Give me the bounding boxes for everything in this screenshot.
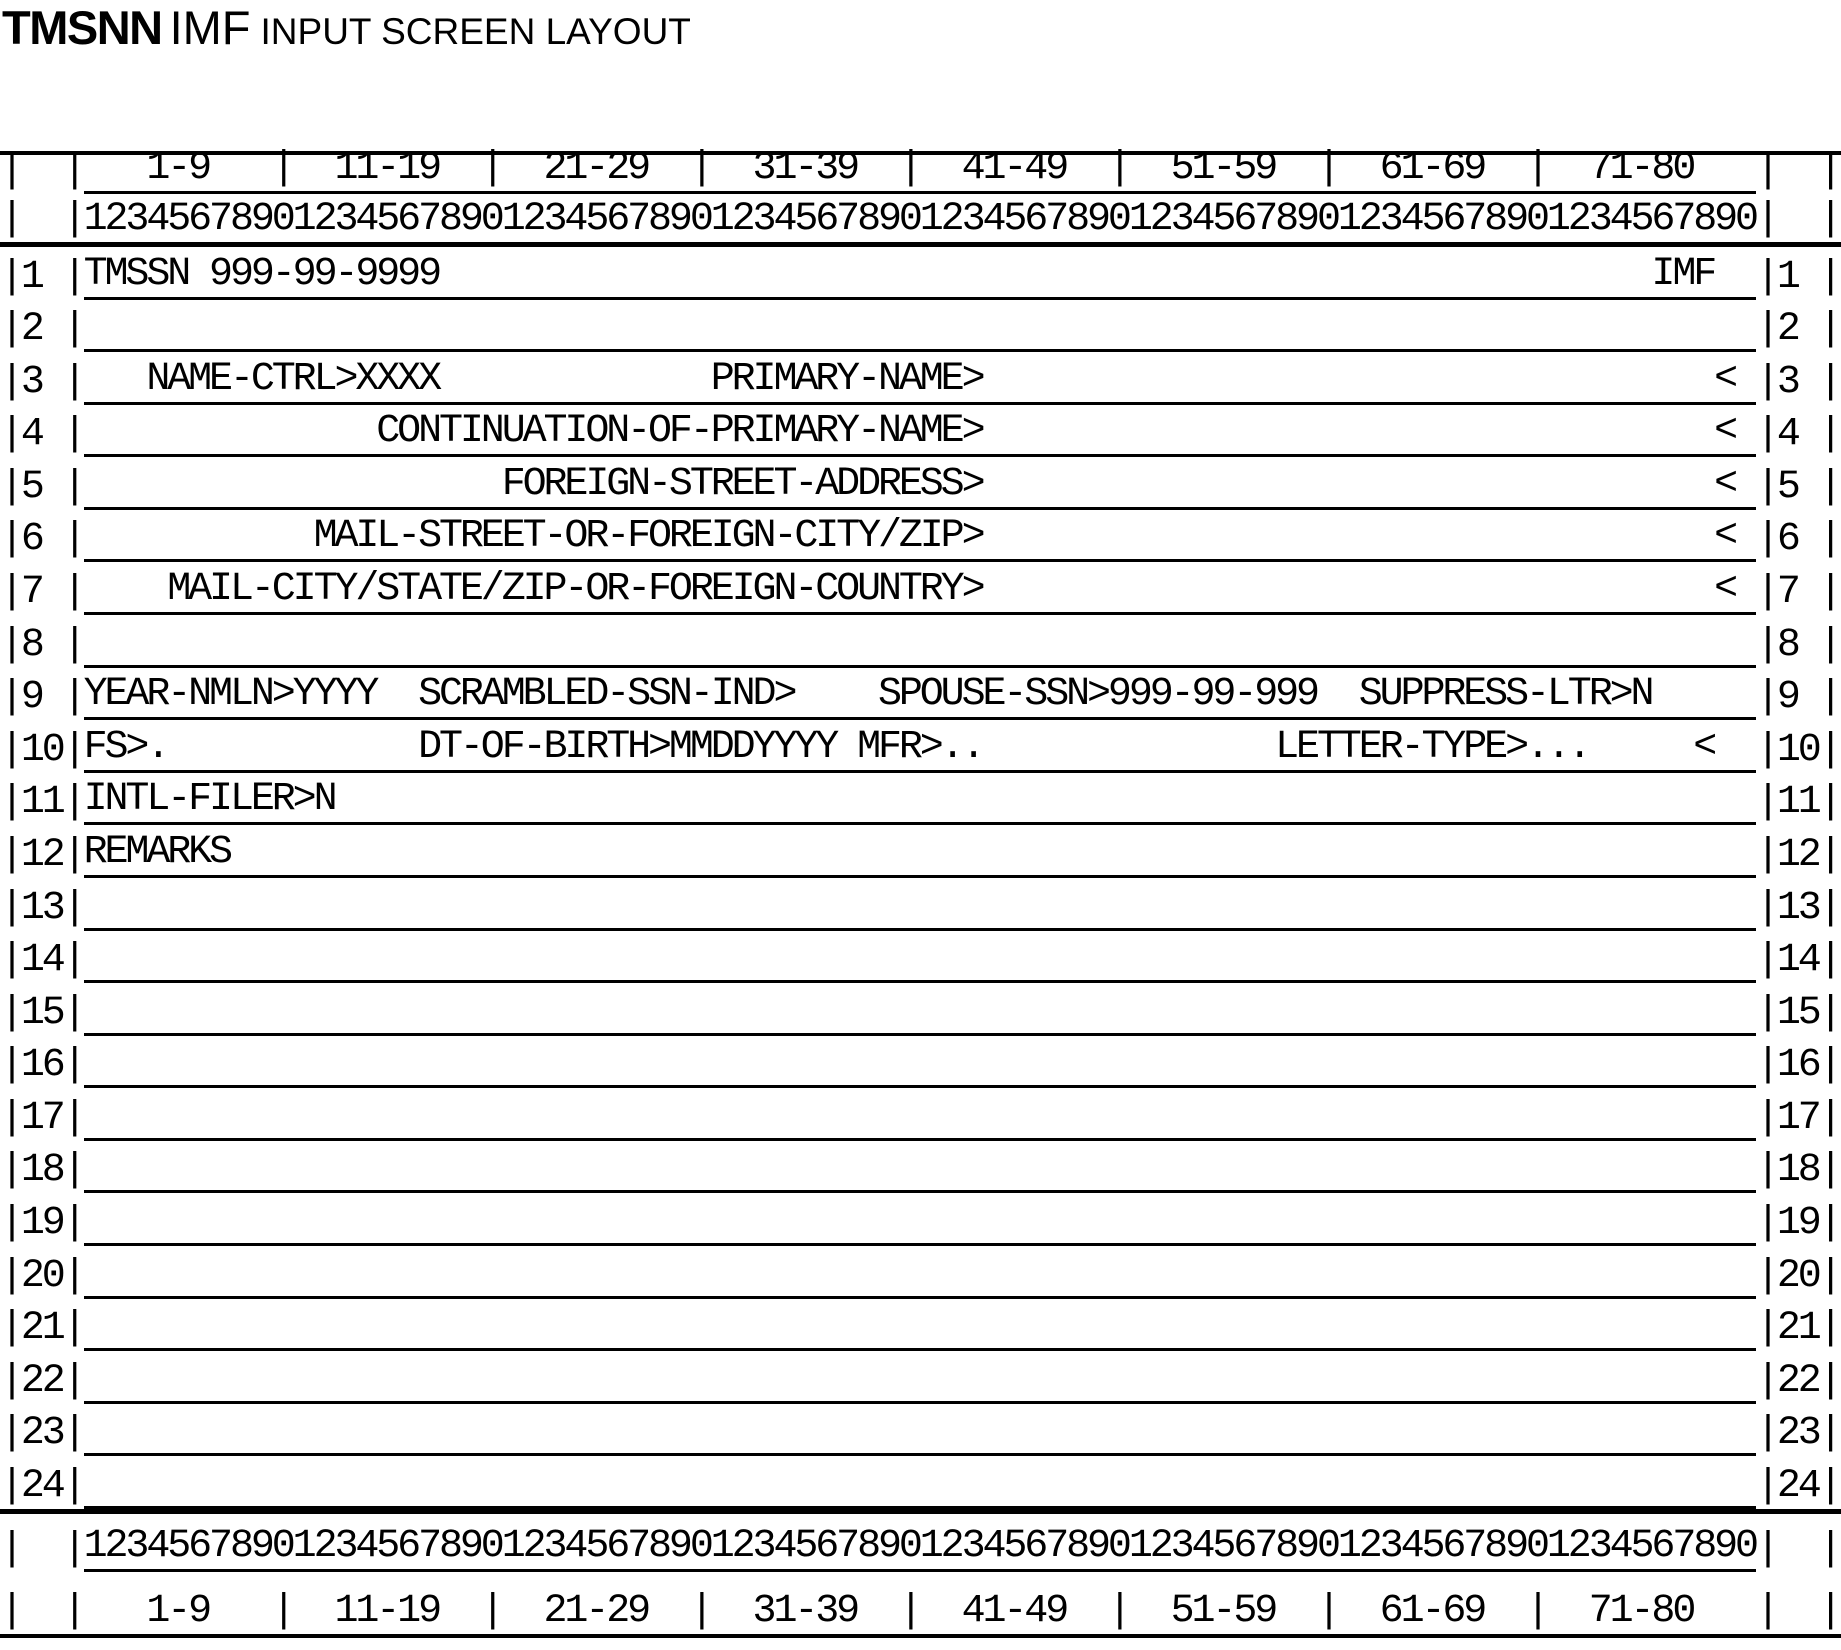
row-number-right: |18| xyxy=(1755,1148,1840,1194)
screen-row-14 xyxy=(0,931,1841,984)
screen-row-field xyxy=(84,936,1756,983)
row-number-left: |6 | xyxy=(0,517,84,563)
title-product: TMSNN xyxy=(2,1,162,54)
screen-row-field: MAIL-CITY/STATE/ZIP-OR-FOREIGN-COUNTRY> < xyxy=(84,568,1756,615)
row-number-right: |2 | xyxy=(1755,307,1840,353)
row-number-right: |9 | xyxy=(1755,675,1840,721)
column-ranges-footer xyxy=(0,1572,1841,1634)
column-ruler-bottom xyxy=(0,1514,1841,1572)
screen-row-field xyxy=(84,305,1756,352)
row-number-right: |16| xyxy=(1755,1043,1840,1089)
grid-bottom-border xyxy=(0,1634,1841,1638)
row-number-left: | | xyxy=(0,1526,84,1572)
screen-row-field xyxy=(84,1146,1756,1193)
row-number-left: |2 | xyxy=(0,307,84,353)
column-ruler-digits: 12345678901234567890123456789012345678901234567890123456789012345678901234567890 xyxy=(83,197,1756,242)
page-title xyxy=(2,0,691,55)
row-number-left: |12| xyxy=(0,832,84,878)
row-number-right: |1 | xyxy=(1755,254,1840,300)
title-subtitle: INPUT SCREEN LAYOUT xyxy=(260,11,691,52)
row-number-right: |7 | xyxy=(1755,570,1840,616)
screen-row-field xyxy=(84,1304,1756,1351)
row-number-right: |4 | xyxy=(1755,412,1840,458)
row-number-right: |12| xyxy=(1755,832,1840,878)
row-number-left: |13| xyxy=(0,885,84,931)
column-ruler-digits: 12345678901234567890123456789012345678901234567890123456789012345678901234567890 xyxy=(84,1525,1756,1572)
screen-row-field xyxy=(84,1357,1756,1404)
screen-row-field: REMARKS xyxy=(84,831,1756,878)
column-ruler-top xyxy=(0,194,1841,242)
screen-row-field: MAIL-STREET-OR-FOREIGN-CITY/ZIP> < xyxy=(84,515,1756,562)
column-ranges-header xyxy=(0,146,1841,194)
screen-row-field xyxy=(84,884,1756,931)
row-number-left: |19| xyxy=(0,1200,84,1246)
screen-row-5 xyxy=(0,457,1841,510)
grid-top-rulers xyxy=(0,146,1841,242)
screen-row-24 xyxy=(0,1456,1841,1509)
row-number-right: |6 | xyxy=(1755,517,1840,563)
row-number-left: |4 | xyxy=(0,412,84,458)
row-number-left: |7 | xyxy=(0,570,84,616)
row-number-left: | | xyxy=(0,1588,84,1634)
row-number-right: |11| xyxy=(1755,780,1840,826)
screen-row-1 xyxy=(0,247,1841,300)
screen-row-field: FOREIGN-STREET-ADDRESS> < xyxy=(84,463,1756,510)
screen-row-field: CONTINUATION-OF-PRIMARY-NAME> < xyxy=(84,410,1756,457)
screen-row-4 xyxy=(0,405,1841,458)
screen-row-field xyxy=(84,989,1756,1036)
row-number-left: |17| xyxy=(0,1095,84,1141)
screen-row-field xyxy=(84,1041,1756,1088)
screen-row-field: NAME-CTRL>XXXX PRIMARY-NAME> < xyxy=(84,358,1756,405)
row-number-left: |21| xyxy=(0,1306,84,1352)
row-number-right: |21| xyxy=(1755,1306,1840,1352)
column-ranges-labels: 1-9 | 11-19 | 21-29 | 31-39 | 41-49 | 51-59 | 61-69 | 71-80 xyxy=(84,147,1756,194)
screen-row-field: TMSSN 999-99-9999 IMF xyxy=(84,253,1756,300)
screen-row-field xyxy=(84,1409,1756,1456)
screen-row-17 xyxy=(0,1088,1841,1141)
row-number-left: |15| xyxy=(0,990,84,1036)
row-number-left: |9 | xyxy=(0,675,84,721)
row-number-right: | | xyxy=(1755,149,1840,194)
row-number-right: | | xyxy=(1755,197,1840,242)
row-number-left: |18| xyxy=(0,1148,84,1194)
screen-row-7 xyxy=(0,562,1841,615)
row-number-left: | | xyxy=(0,149,84,194)
screen-row-20 xyxy=(0,1246,1841,1299)
screen-row-6 xyxy=(0,510,1841,563)
screen-row-15 xyxy=(0,983,1841,1036)
row-number-right: | | xyxy=(1755,1588,1840,1634)
screen-row-field: INTL-FILER>N xyxy=(84,778,1756,825)
row-number-left: |11| xyxy=(0,780,84,826)
screen-row-field xyxy=(84,1199,1756,1246)
screen-row-field xyxy=(84,1252,1756,1299)
screen-grid xyxy=(0,146,1841,1638)
screen-row-field xyxy=(84,1462,1756,1509)
screen-row-field: FS>. DT-OF-BIRTH>MMDDYYYY MFR>.. LETTER-TYPE>... < xyxy=(84,726,1756,773)
row-number-left: |1 | xyxy=(0,254,84,300)
row-number-left: |14| xyxy=(0,938,84,984)
row-number-right: |24| xyxy=(1755,1463,1840,1509)
screen-row-23 xyxy=(0,1404,1841,1457)
screen-row-16 xyxy=(0,1036,1841,1089)
screen-row-8 xyxy=(0,615,1841,668)
screen-row-19 xyxy=(0,1193,1841,1246)
row-number-right: |17| xyxy=(1755,1095,1840,1141)
screen-row-10 xyxy=(0,720,1841,773)
screen-row-9 xyxy=(0,668,1841,721)
column-ranges-labels: 1-9 | 11-19 | 21-29 | 31-39 | 41-49 | 51-59 | 61-69 | 71-80 xyxy=(83,1588,1756,1634)
row-number-right: |5 | xyxy=(1755,464,1840,510)
grid-bottom-rulers xyxy=(0,1514,1841,1634)
row-number-right: |20| xyxy=(1755,1253,1840,1299)
row-number-right: |23| xyxy=(1755,1411,1840,1457)
row-number-right: |13| xyxy=(1755,885,1840,931)
row-number-left: |10| xyxy=(0,727,84,773)
row-number-right: |14| xyxy=(1755,938,1840,984)
screen-row-22 xyxy=(0,1351,1841,1404)
screen-row-field: YEAR-NMLN>YYYY SCRAMBLED-SSN-IND> SPOUSE-SSN>999-99-999 SUPPRESS-LTR>N xyxy=(84,673,1756,720)
screen-rows xyxy=(0,247,1841,1509)
screen-row-field xyxy=(84,621,1756,668)
screen-row-21 xyxy=(0,1299,1841,1352)
screen-row-field xyxy=(84,1094,1756,1141)
row-number-right: |3 | xyxy=(1755,359,1840,405)
screen-row-2 xyxy=(0,300,1841,353)
row-number-right: |19| xyxy=(1755,1200,1840,1246)
screen-row-13 xyxy=(0,878,1841,931)
screen-row-3 xyxy=(0,352,1841,405)
row-number-left: | | xyxy=(0,197,84,242)
row-number-left: |16| xyxy=(0,1043,84,1089)
row-number-left: |3 | xyxy=(0,359,84,405)
screen-row-11 xyxy=(0,773,1841,826)
row-number-right: |8 | xyxy=(1755,622,1840,668)
row-number-left: |24| xyxy=(0,1463,84,1509)
row-number-left: |20| xyxy=(0,1253,84,1299)
row-number-left: |22| xyxy=(0,1358,84,1404)
row-number-right: |15| xyxy=(1755,990,1840,1036)
screen-row-12 xyxy=(0,825,1841,878)
row-number-left: |5 | xyxy=(0,464,84,510)
row-number-left: |23| xyxy=(0,1411,84,1457)
row-number-left: |8 | xyxy=(0,622,84,668)
screen-row-18 xyxy=(0,1141,1841,1194)
title-system: IMF xyxy=(169,1,251,54)
row-number-right: |22| xyxy=(1755,1358,1840,1404)
row-number-right: | | xyxy=(1755,1526,1840,1572)
row-number-right: |10| xyxy=(1755,727,1840,773)
